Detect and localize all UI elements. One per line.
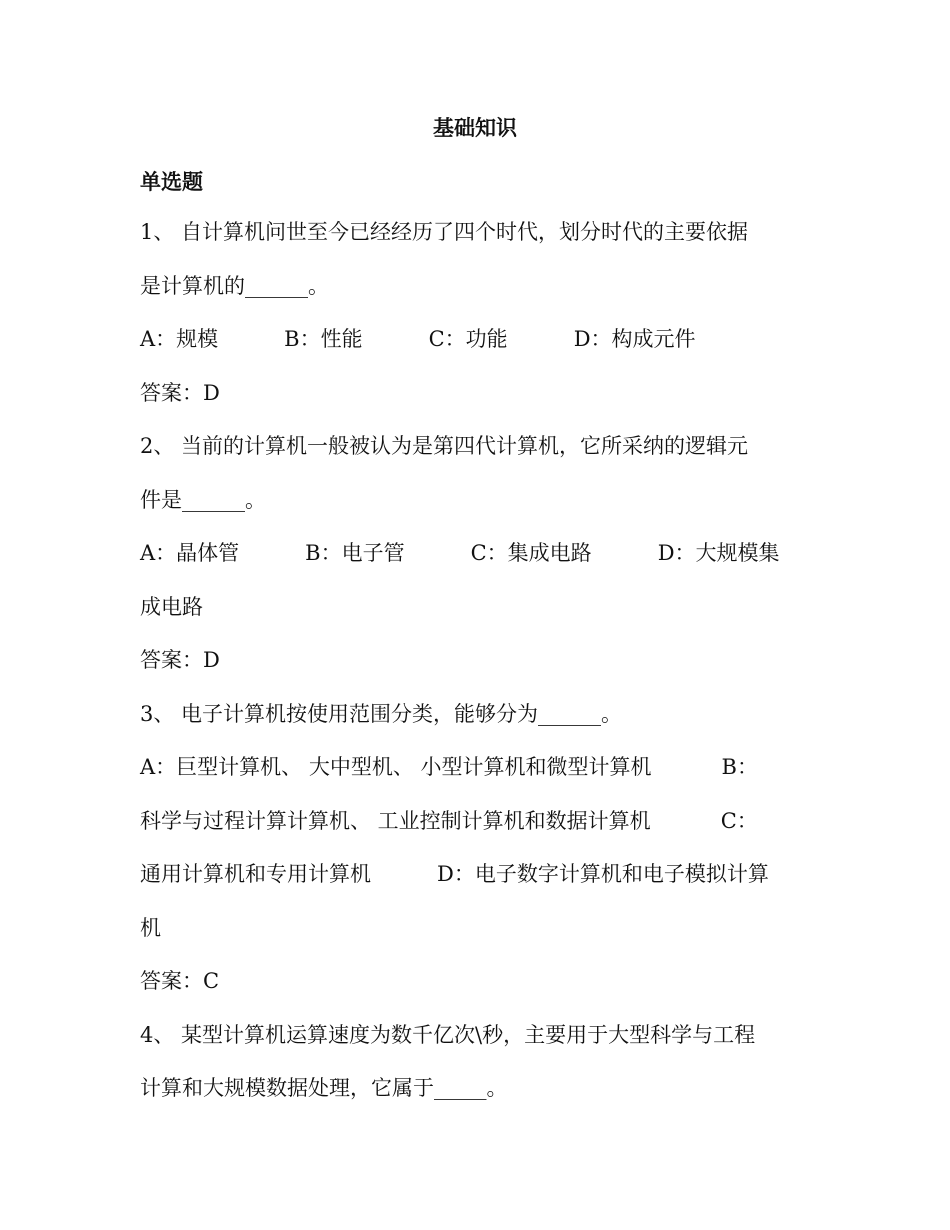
option-c: C：集成电路	[470, 541, 592, 565]
option-b-label: B：	[721, 755, 758, 779]
option-b: B：性能	[284, 327, 363, 351]
question-4-stem-cont: 计算和大规模数据处理，它属于_____。	[140, 1076, 508, 1100]
option-d: D：大规模集	[657, 541, 780, 565]
question-3-option-d-cont: 机	[140, 915, 161, 940]
question-1-answer: 答案：D	[140, 380, 220, 405]
option-b: B：电子管	[305, 541, 405, 565]
option-b: 科学与过程计算计算机、 工业控制计算机和数据计算机	[140, 808, 651, 833]
question-2-options	[140, 527, 810, 581]
question-3-answer: 答案：C	[140, 969, 220, 993]
question-2-option-d-cont: 成电路	[140, 594, 203, 619]
document-title: 基础知识	[433, 116, 517, 140]
option-c-label: C：	[720, 808, 758, 833]
section-heading: 单选题	[140, 170, 203, 194]
question-3-options-row3	[140, 848, 810, 902]
question-2-stem-cont: 件是______。	[140, 487, 266, 512]
question-1-stem: 1、 自计算机问世至今已经经历了四个时代，划分时代的主要依据	[140, 220, 749, 244]
option-d: D：构成元件	[573, 327, 696, 351]
option-a: A：巨型计算机、 大中型机、 小型计算机和微型计算机	[140, 755, 652, 779]
question-3-options-row1	[140, 741, 810, 795]
question-1-stem-cont: 是计算机的______。	[140, 273, 329, 298]
option-a: A：晶体管	[140, 541, 240, 565]
question-list	[140, 206, 810, 1116]
question-3-options-row2	[140, 795, 810, 849]
question-2-answer: 答案：D	[140, 648, 220, 672]
option-a: A：规模	[140, 327, 219, 351]
option-c: C：功能	[428, 327, 508, 351]
option-c: 通用计算机和专用计算机	[140, 862, 371, 886]
question-4-stem: 4、 某型计算机运算速度为数千亿次\秒，主要用于大型科学与工程	[140, 1022, 756, 1047]
option-d: D：电子数字计算机和电子模拟计算	[437, 862, 769, 886]
question-1-options	[140, 313, 810, 367]
question-2-stem: 2、 当前的计算机一般被认为是第四代计算机，它所采纳的逻辑元	[140, 434, 749, 458]
question-3-stem: 3、 电子计算机按使用范围分类，能够分为______。	[140, 701, 623, 726]
